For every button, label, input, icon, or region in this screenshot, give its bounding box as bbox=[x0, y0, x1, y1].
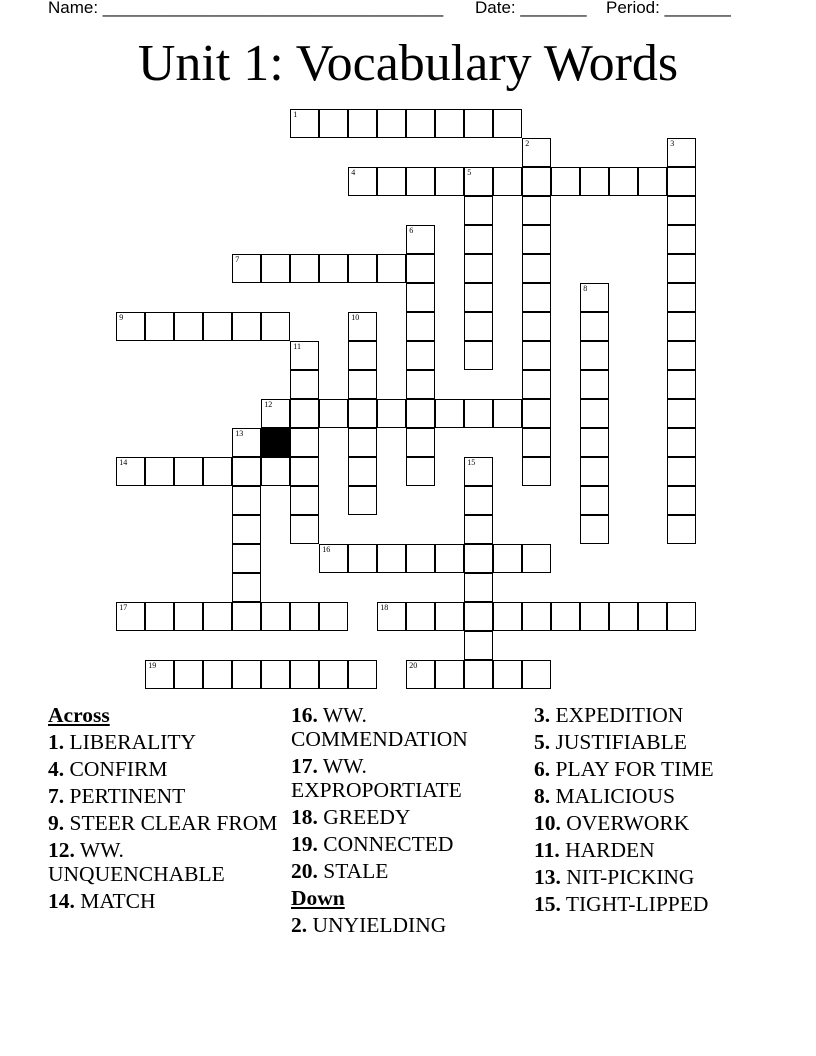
grid-cell[interactable] bbox=[319, 109, 348, 138]
down-heading: Down bbox=[291, 886, 345, 910]
grid-cell[interactable] bbox=[580, 312, 609, 341]
grid-cell[interactable] bbox=[319, 544, 348, 573]
grid-cell[interactable] bbox=[377, 602, 406, 631]
grid-cell[interactable] bbox=[232, 660, 261, 689]
grid-cell[interactable] bbox=[667, 167, 696, 196]
grid-cell[interactable] bbox=[348, 341, 377, 370]
grid-cell[interactable] bbox=[493, 167, 522, 196]
grid-cell[interactable] bbox=[348, 254, 377, 283]
clue-down-3: 3. EXPEDITION bbox=[534, 703, 684, 727]
grid-cell[interactable] bbox=[145, 457, 174, 486]
date-field[interactable]: Date: _______ bbox=[475, 0, 587, 17]
grid-cell[interactable] bbox=[435, 399, 464, 428]
grid-cell[interactable] bbox=[174, 312, 203, 341]
grid-cell[interactable] bbox=[290, 457, 319, 486]
clue-number: 10 bbox=[351, 313, 360, 323]
grid-cell[interactable] bbox=[319, 254, 348, 283]
grid-cell[interactable] bbox=[464, 602, 493, 631]
grid-cell[interactable] bbox=[464, 225, 493, 254]
grid-cell[interactable] bbox=[464, 631, 493, 660]
grid-cell[interactable] bbox=[145, 312, 174, 341]
grid-cell[interactable] bbox=[580, 399, 609, 428]
grid-cell[interactable] bbox=[290, 428, 319, 457]
grid-cell[interactable] bbox=[464, 283, 493, 312]
grid-cell[interactable] bbox=[290, 254, 319, 283]
grid-cell[interactable] bbox=[551, 602, 580, 631]
grid-cell[interactable] bbox=[406, 544, 435, 573]
grid-cell[interactable] bbox=[319, 602, 348, 631]
grid-cell[interactable] bbox=[377, 254, 406, 283]
grid-cell[interactable] bbox=[522, 254, 551, 283]
grid-cell[interactable] bbox=[522, 138, 551, 167]
grid-cell[interactable] bbox=[667, 196, 696, 225]
grid-cell[interactable] bbox=[406, 399, 435, 428]
grid-cell[interactable] bbox=[406, 370, 435, 399]
grid-cell[interactable] bbox=[435, 544, 464, 573]
grid-cell[interactable] bbox=[116, 602, 145, 631]
grid-cell[interactable] bbox=[290, 660, 319, 689]
grid-cell[interactable] bbox=[348, 167, 377, 196]
clue-across-18: 18. GREEDY bbox=[291, 805, 411, 829]
grid-cell[interactable] bbox=[377, 109, 406, 138]
grid-cell[interactable] bbox=[464, 341, 493, 370]
grid-cell[interactable] bbox=[406, 283, 435, 312]
grid-cell[interactable] bbox=[116, 312, 145, 341]
grid-cell[interactable] bbox=[203, 602, 232, 631]
grid-cell[interactable] bbox=[667, 602, 696, 631]
grid-cell[interactable] bbox=[580, 341, 609, 370]
period-field[interactable]: Period: _______ bbox=[606, 0, 731, 17]
clue-number: 8 bbox=[583, 284, 588, 294]
grid-cell[interactable] bbox=[319, 660, 348, 689]
grid-cell[interactable] bbox=[232, 428, 261, 457]
grid-cell[interactable] bbox=[145, 602, 174, 631]
grid-cell[interactable] bbox=[580, 370, 609, 399]
clue-across-16: 16. WW. COMMENDATION bbox=[291, 703, 468, 751]
grid-cell[interactable] bbox=[522, 399, 551, 428]
grid-cell[interactable] bbox=[116, 457, 145, 486]
clue-number: 6 bbox=[409, 226, 414, 236]
grid-cell[interactable] bbox=[435, 602, 464, 631]
clue-across-9: 9. STEER CLEAR FROM bbox=[48, 811, 278, 835]
grid-cell[interactable] bbox=[522, 660, 551, 689]
grid-cell[interactable] bbox=[522, 602, 551, 631]
grid-cell[interactable] bbox=[667, 399, 696, 428]
grid-cell[interactable] bbox=[580, 283, 609, 312]
grid-cell[interactable] bbox=[290, 399, 319, 428]
grid-cell[interactable] bbox=[464, 457, 493, 486]
grid-cell[interactable] bbox=[667, 312, 696, 341]
grid-cell[interactable] bbox=[609, 167, 638, 196]
clue-across-4: 4. CONFIRM bbox=[48, 757, 168, 781]
grid-cell[interactable] bbox=[638, 167, 667, 196]
grid-cell[interactable] bbox=[261, 457, 290, 486]
clue-down-11: 11. HARDEN bbox=[534, 838, 655, 862]
grid-cell[interactable] bbox=[261, 254, 290, 283]
clue-number: 17 bbox=[119, 603, 128, 613]
clue-across-12: 12. WW. UNQUENCHABLE bbox=[48, 838, 225, 886]
grid-cell[interactable] bbox=[406, 428, 435, 457]
clue-across-7: 7. PERTINENT bbox=[48, 784, 186, 808]
grid-cell[interactable] bbox=[232, 457, 261, 486]
grid-cell[interactable] bbox=[522, 428, 551, 457]
grid-cell[interactable] bbox=[580, 486, 609, 515]
grid-cell[interactable] bbox=[493, 109, 522, 138]
clue-number: 12 bbox=[264, 400, 273, 410]
grid-cell[interactable] bbox=[290, 486, 319, 515]
grid-cell[interactable] bbox=[580, 167, 609, 196]
grid-cell[interactable] bbox=[348, 486, 377, 515]
grid-cell[interactable] bbox=[522, 312, 551, 341]
clue-across-14: 14. MATCH bbox=[48, 889, 156, 913]
grid-cell[interactable] bbox=[580, 428, 609, 457]
clues-column-1 bbox=[48, 703, 283, 916]
clue-number: 14 bbox=[119, 458, 128, 468]
grid-cell[interactable] bbox=[464, 196, 493, 225]
clue-down-2: 2. UNYIELDING bbox=[291, 913, 447, 937]
grid-cell[interactable] bbox=[203, 660, 232, 689]
grid-cell[interactable] bbox=[406, 254, 435, 283]
grid-cell[interactable] bbox=[667, 138, 696, 167]
grid-cell[interactable] bbox=[667, 457, 696, 486]
grid-cell[interactable] bbox=[319, 399, 348, 428]
grid-cell[interactable] bbox=[464, 544, 493, 573]
grid-cell[interactable] bbox=[232, 573, 261, 602]
clue-down-8: 8. MALICIOUS bbox=[534, 784, 675, 808]
grid-cell[interactable] bbox=[377, 544, 406, 573]
grid-cell[interactable] bbox=[522, 196, 551, 225]
clue-number: 20 bbox=[409, 661, 418, 671]
clue-number: 1 bbox=[293, 110, 298, 120]
grid-cell[interactable] bbox=[261, 602, 290, 631]
grid-cell[interactable] bbox=[348, 399, 377, 428]
clue-down-5: 5. JUSTIFIABLE bbox=[534, 730, 687, 754]
grid-cell[interactable] bbox=[232, 515, 261, 544]
grid-cell[interactable] bbox=[435, 660, 464, 689]
grid-cell[interactable] bbox=[261, 660, 290, 689]
grid-cell[interactable] bbox=[493, 399, 522, 428]
grid-cell[interactable] bbox=[232, 254, 261, 283]
grid-cell[interactable] bbox=[580, 457, 609, 486]
grid-cell[interactable] bbox=[232, 312, 261, 341]
grid-cell[interactable] bbox=[493, 660, 522, 689]
grid-cell[interactable] bbox=[667, 341, 696, 370]
grid-cell[interactable] bbox=[464, 515, 493, 544]
clue-number: 15 bbox=[467, 458, 476, 468]
grid-cell[interactable] bbox=[406, 602, 435, 631]
page-title: Unit 1: Vocabulary Words bbox=[137, 35, 679, 92]
grid-cell[interactable] bbox=[522, 167, 551, 196]
grid-cell[interactable] bbox=[406, 312, 435, 341]
grid-cell[interactable] bbox=[406, 167, 435, 196]
grid-cell[interactable] bbox=[464, 486, 493, 515]
grid-cell[interactable] bbox=[493, 544, 522, 573]
clue-down-13: 13. NIT-PICKING bbox=[534, 865, 695, 889]
clue-across-20: 20. STALE bbox=[291, 859, 389, 883]
clue-number: 18 bbox=[380, 603, 389, 613]
grid-cell[interactable] bbox=[522, 225, 551, 254]
grid-cell[interactable] bbox=[348, 109, 377, 138]
grid-cell[interactable] bbox=[145, 660, 174, 689]
grid-cell[interactable] bbox=[232, 544, 261, 573]
grid-cell[interactable] bbox=[203, 312, 232, 341]
grid-cell[interactable] bbox=[290, 109, 319, 138]
grid-cell[interactable] bbox=[261, 312, 290, 341]
grid-cell[interactable] bbox=[580, 602, 609, 631]
clues-column-3 bbox=[534, 703, 749, 919]
grid-cell[interactable] bbox=[667, 283, 696, 312]
clue-number: 9 bbox=[119, 313, 124, 323]
grid-cell[interactable] bbox=[435, 109, 464, 138]
clue-number: 4 bbox=[351, 168, 356, 178]
clue-down-15: 15. TIGHT-LIPPED bbox=[534, 892, 709, 916]
grid-cell[interactable] bbox=[522, 544, 551, 573]
clue-number: 7 bbox=[235, 255, 240, 265]
grid-cell[interactable] bbox=[290, 515, 319, 544]
grid-cell[interactable] bbox=[348, 312, 377, 341]
grid-cell[interactable] bbox=[464, 312, 493, 341]
grid-cell[interactable] bbox=[464, 573, 493, 602]
grid-cell[interactable] bbox=[406, 341, 435, 370]
grid-cell[interactable] bbox=[290, 370, 319, 399]
grid-cell[interactable] bbox=[290, 602, 319, 631]
grid-cell[interactable] bbox=[609, 602, 638, 631]
grid-cell[interactable] bbox=[493, 602, 522, 631]
grid-cell[interactable] bbox=[667, 225, 696, 254]
grid-cell[interactable] bbox=[464, 167, 493, 196]
grid-cell[interactable] bbox=[348, 660, 377, 689]
clue-number: 16 bbox=[322, 545, 331, 555]
clue-down-10: 10. OVERWORK bbox=[534, 811, 690, 835]
grid-cell[interactable] bbox=[667, 254, 696, 283]
clue-number: 5 bbox=[467, 168, 472, 178]
black-cell bbox=[261, 428, 290, 457]
grid-cell[interactable] bbox=[261, 399, 290, 428]
across-heading: Across bbox=[48, 703, 110, 727]
grid-cell[interactable] bbox=[348, 457, 377, 486]
clues-column-2 bbox=[291, 703, 526, 940]
grid-cell[interactable] bbox=[435, 167, 464, 196]
grid-cell[interactable] bbox=[174, 602, 203, 631]
grid-cell[interactable] bbox=[203, 457, 232, 486]
grid-cell[interactable] bbox=[232, 602, 261, 631]
grid-cell[interactable] bbox=[348, 428, 377, 457]
grid-cell[interactable] bbox=[667, 428, 696, 457]
grid-cell[interactable] bbox=[667, 370, 696, 399]
grid-cell[interactable] bbox=[377, 399, 406, 428]
clue-across-1: 1. LIBERALITY bbox=[48, 730, 197, 754]
grid-cell[interactable] bbox=[522, 370, 551, 399]
grid-cell[interactable] bbox=[377, 167, 406, 196]
clue-number: 19 bbox=[148, 661, 157, 671]
grid-cell[interactable] bbox=[232, 486, 261, 515]
clue-down-6: 6. PLAY FOR TIME bbox=[534, 757, 714, 781]
grid-cell[interactable] bbox=[551, 167, 580, 196]
grid-cell[interactable] bbox=[464, 399, 493, 428]
grid-cell[interactable] bbox=[464, 254, 493, 283]
grid-cell[interactable] bbox=[667, 515, 696, 544]
clue-number: 13 bbox=[235, 429, 244, 439]
grid-cell[interactable] bbox=[522, 341, 551, 370]
clue-number: 3 bbox=[670, 139, 675, 149]
grid-cell[interactable] bbox=[522, 283, 551, 312]
clue-across-19: 19. CONNECTED bbox=[291, 832, 454, 856]
grid-cell[interactable] bbox=[348, 544, 377, 573]
grid-cell[interactable] bbox=[174, 457, 203, 486]
grid-cell[interactable] bbox=[522, 457, 551, 486]
clue-number: 11 bbox=[293, 342, 301, 352]
clue-across-17: 17. WW. EXPROPORTIATE bbox=[291, 754, 462, 802]
grid-cell[interactable] bbox=[406, 109, 435, 138]
grid-cell[interactable] bbox=[406, 225, 435, 254]
grid-cell[interactable] bbox=[667, 486, 696, 515]
grid-cell[interactable] bbox=[406, 660, 435, 689]
grid-cell[interactable] bbox=[580, 515, 609, 544]
grid-cell[interactable] bbox=[174, 660, 203, 689]
grid-cell[interactable] bbox=[290, 341, 319, 370]
grid-cell[interactable] bbox=[348, 370, 377, 399]
name-field[interactable]: Name: ____________________________________ bbox=[48, 0, 444, 17]
grid-cell[interactable] bbox=[464, 109, 493, 138]
grid-cell[interactable] bbox=[464, 660, 493, 689]
clue-number: 2 bbox=[525, 139, 530, 149]
grid-cell[interactable] bbox=[638, 602, 667, 631]
grid-cell[interactable] bbox=[406, 457, 435, 486]
